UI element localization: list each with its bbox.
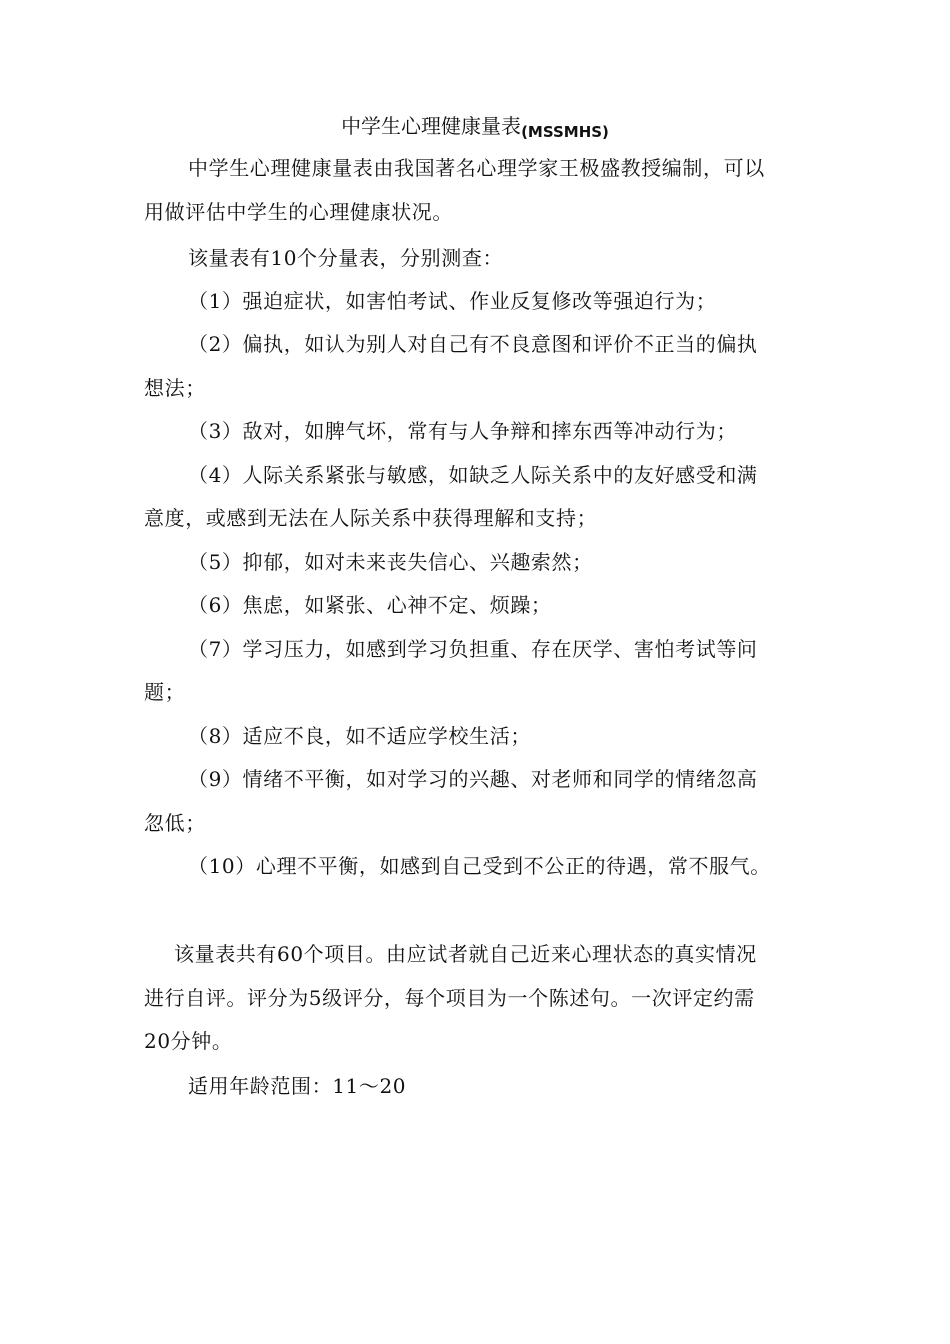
subscale-item-1: （1）强迫症状，如害怕考试、作业反复修改等强迫行为； bbox=[188, 289, 717, 313]
subscale-item-2-line-1: （2）偏执，如认为别人对自己有不良意图和评价不正当的偏执 bbox=[188, 332, 758, 356]
subscale-item-8: （8）适应不良，如不适应学校生活； bbox=[188, 724, 531, 748]
intro-paragraph-line-2: 用做评估中学生的心理健康状况。 bbox=[144, 200, 453, 224]
scoring-paragraph-line-2: 进行自评。评分为5级评分，每个项目为一个陈述句。一次评定约需 bbox=[144, 986, 755, 1010]
subscale-item-4-line-1: （4）人际关系紧张与敏感，如缺乏人际关系中的友好感受和满 bbox=[188, 463, 758, 487]
scoring-paragraph-line-1: 该量表共有60个项目。由应试者就自己近来心理状态的真实情况 bbox=[174, 942, 757, 966]
title-text: 中学生心理健康量表 bbox=[341, 114, 522, 138]
subscale-item-6: （6）焦虑，如紧张、心神不定、烦躁； bbox=[188, 593, 552, 617]
subscales-intro: 该量表有10个分量表，分别测查： bbox=[188, 246, 504, 270]
subscale-item-9-line-2: 忽低； bbox=[144, 811, 206, 835]
subscale-item-7-line-2: 题； bbox=[144, 680, 186, 704]
subscale-item-2-line-2: 想法； bbox=[144, 376, 206, 400]
subscale-item-10: （10）心理不平衡，如感到自己受到不公正的待遇，常不服气。 bbox=[188, 854, 771, 878]
age-range: 适用年龄范围：11～20 bbox=[188, 1074, 407, 1098]
subscale-item-4-line-2: 意度，或感到无法在人际关系中获得理解和支持； bbox=[144, 506, 598, 530]
intro-paragraph-line-1: 中学生心理健康量表由我国著名心理学家王极盛教授编制，可以 bbox=[188, 156, 765, 180]
scoring-paragraph-line-3: 20分钟。 bbox=[144, 1029, 233, 1053]
document-title bbox=[0, 112, 950, 142]
subscale-item-3: （3）敌对，如脾气坏，常有与人争辩和摔东西等冲动行为； bbox=[188, 419, 737, 443]
title-abbreviation: (MSSMHS) bbox=[521, 123, 609, 141]
subscale-item-5: （5）抑郁，如对未来丧失信心、兴趣索然； bbox=[188, 550, 593, 574]
subscale-item-9-line-1: （9）情绪不平衡，如对学习的兴趣、对老师和同学的情绪忽高 bbox=[188, 767, 758, 791]
subscale-item-7-line-1: （7）学习压力，如感到学习负担重、存在厌学、害怕考试等问 bbox=[188, 637, 758, 661]
